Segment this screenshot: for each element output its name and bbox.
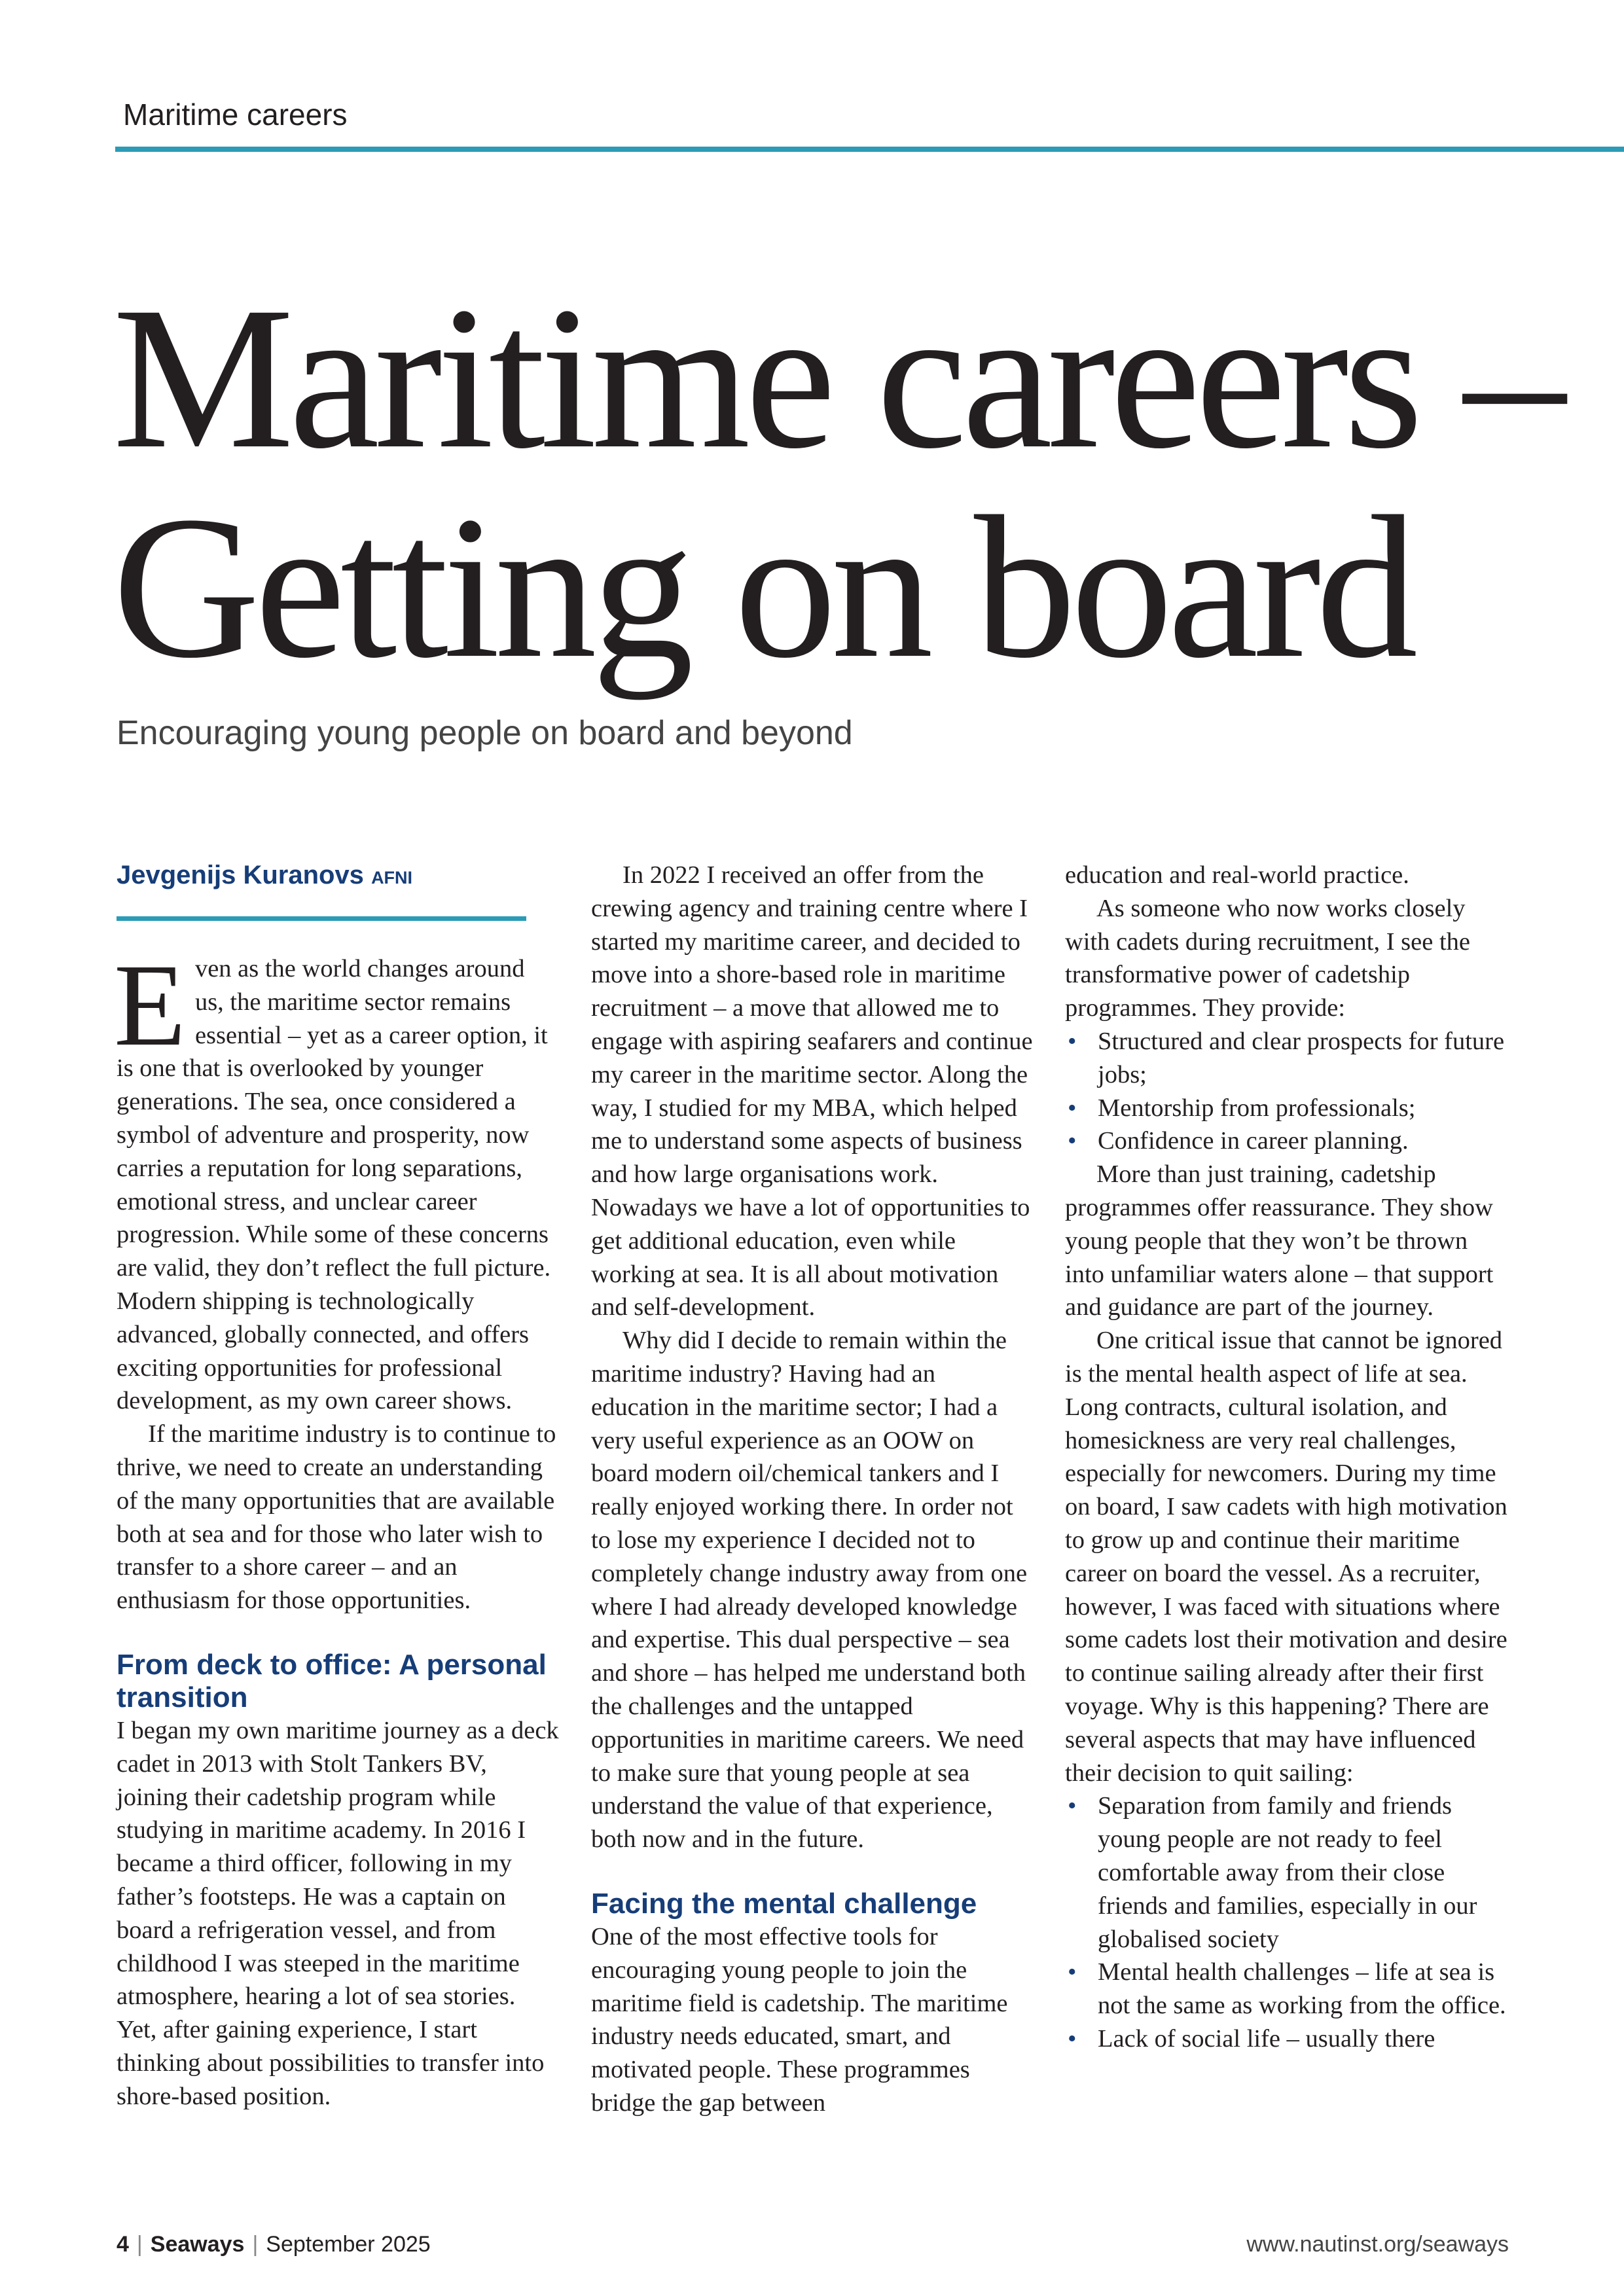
title-line-1: Maritime careers –	[113, 265, 1561, 491]
paragraph: In 2022 I received an offer from the crewing agency and training centre where I started my maritime career, and decided to move into a shore-based role in maritime recruitment – a move that allowed me to engage with aspiring seafarers and continue my career in the maritime sector. Along the way, I studied for my MBA, which helped me to understand some aspects of business and how large organisations work. Nowadays we have a lot of opportunities to get additional education, even while working at sea. It is all about motivation and self-development.	[591, 861, 1033, 1321]
quit-reasons-list	[1065, 1789, 1507, 2055]
paragraph: If the maritime industry is to continue to thrive, we need to create an understanding of the many opportunities that are available both at sea and for those who later wish to transfer to a shore career – and an enthusiasm for those opportunities.	[117, 1420, 556, 1615]
article-title	[113, 265, 1561, 700]
author-rule	[117, 916, 526, 921]
magazine-name: Seaways	[150, 2232, 245, 2257]
drop-cap: E	[114, 940, 186, 1070]
paragraph: One of the most effective tools for encouraging young people to join the maritime field is cadetship. The maritime industry needs educated, smart, and motivated people. These programmes bridge the gap between	[591, 1922, 1008, 2117]
list-item: • Mentorship from professionals;	[1065, 1092, 1507, 1125]
article-subtitle: Encouraging young people on board and beyond	[117, 714, 853, 752]
section-label: Maritime careers	[123, 98, 348, 132]
list-item: • Separation from family and friends young people are not ready to feel comfortable away from their close friends and families, especially in our globalised society	[1065, 1789, 1507, 1956]
list-item: • Structured and clear prospects for future jobs;	[1065, 1025, 1507, 1092]
header-rule	[115, 147, 1624, 152]
subheading-mental-challenge: Facing the mental challenge	[591, 1887, 977, 1920]
paragraph: Why did I decide to remain within the maritime industry? Having had an education in the maritime sector; I had a very useful experience as an OOW on board modern oil/chemical tankers and I really enjoyed working there. In order not to lose my experience I decided not to completely change industry away from one where I had already developed knowledge and expertise. This dual perspective – sea and shore – has helped me understand both the challenges and the untapped opportunities in maritime careers. We need to make sure that young people at sea understand the value of that experience, both now and in the future.	[591, 1327, 1028, 1854]
issue-date: September 2025	[266, 2232, 431, 2257]
author-name: Jevgenijs Kuranovs	[117, 861, 364, 889]
paragraph: One critical issue that cannot be ignored is the mental health aspect of life at sea. Long contracts, cultural isolation, and homesickness are very real challenges, especially for newcomers. During my time on board, I saw cadets with high motivation to grow up and continue their maritime career on board the vessel. As a recruiter, however, I was faced with situations where some cadets lost their motivation and desire to continue sailing already after their first voyage. Why is this happening? There are several aspects that may have influenced their decision to quit sailing:	[1065, 1327, 1507, 1787]
column-1	[114, 859, 559, 2113]
list-item: • Confidence in career planning.	[1065, 1124, 1507, 1158]
paragraph: More than just training, cadetship programmes offer reassurance. They show young people that they won’t be thrown into unfamiliar waters alone – that support and guidance are part of the journey.	[1065, 1160, 1494, 1321]
paragraph: I began my own maritime journey as a deck cadet in 2013 with Stolt Tankers BV, joining their cadetship program while studying in maritime academy. In 2016 I became a third officer, following in my father’s footsteps. He was a captain on board a refrigeration vessel, and from childhood I was steeped in the maritime atmosphere, hearing a lot of sea stories. Yet, after gaining experience, I start thinking about possibilities to transfer into shore-based position.	[117, 1716, 559, 2110]
column-3	[1065, 859, 1507, 2056]
intro-text: ven as the world changes around us, the maritime sector remains essential – yet as a career option, it is one that is overlooked by younger generations. The sea, once considered a symbol of adventure and prosperity, now carries a reputation for long separations, emotional stress, and unclear career progression. While some of these concerns are valid, they don’t reflect the full picture. Modern shipping is technologically advanced, globally connected, and offers exciting opportunities for professional development, as my own career shows.	[117, 955, 551, 1415]
list-item: • Lack of social life – usually there	[1065, 2022, 1507, 2056]
cadetship-benefits-list	[1065, 1025, 1507, 1158]
column-2	[591, 859, 1034, 2120]
subheading-deck-to-office: From deck to office: A personal transition	[117, 1648, 547, 1713]
paragraph: As someone who now works closely with cadets during recruitment, I see the transformative power of cadetship programmes. They provide:	[1065, 894, 1470, 1022]
author-credential: AFNI	[371, 868, 413, 888]
title-line-2: Getting on board	[113, 475, 1413, 700]
paragraph: education and real-world practice.	[1065, 861, 1409, 889]
intro-paragraph	[114, 940, 559, 1418]
list-item: • Mental health challenges – life at sea is not the same as working from the office.	[1065, 1956, 1507, 2022]
author-byline	[117, 859, 559, 894]
footer-url[interactable]: www.nautinst.org/seaways	[1246, 2232, 1509, 2257]
page-number: 4	[117, 2232, 129, 2257]
footer-folio: 4 | Seaways | September 2025	[117, 2232, 431, 2257]
